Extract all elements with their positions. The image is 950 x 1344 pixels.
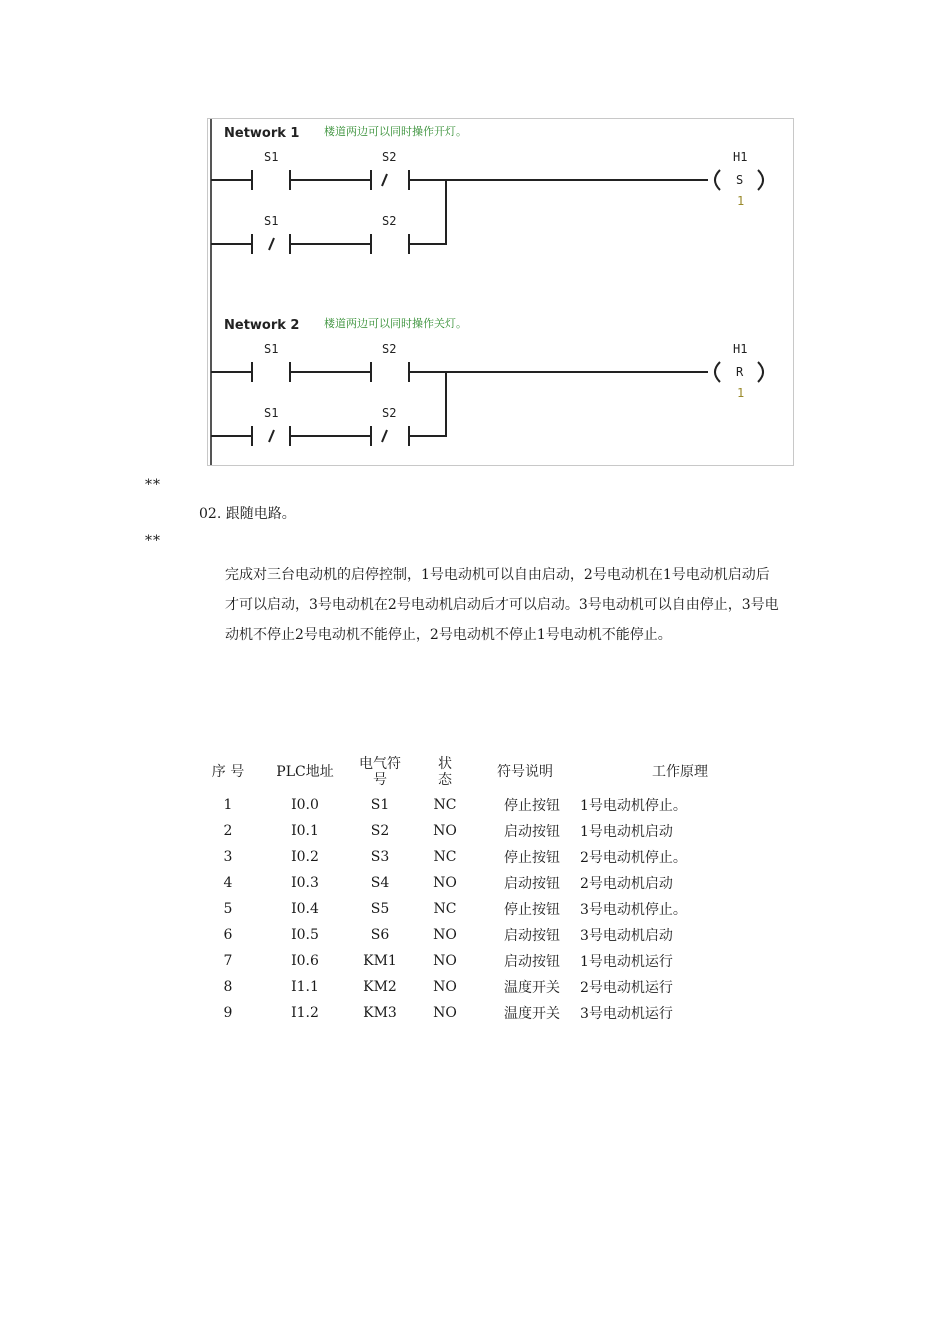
cell-func: 2号电动机停止。 (580, 850, 687, 866)
n1-r2-c1-label: S1 (264, 214, 279, 228)
n2-coil-op: R (736, 365, 744, 379)
cell-func: 1号电动机运行 (580, 954, 673, 970)
ladder-diagram (207, 118, 794, 466)
table-row (196, 948, 790, 974)
header-addr: PLC地址 (276, 764, 334, 780)
header-seq: 序 号 (211, 764, 245, 780)
marker-2: ** (145, 533, 161, 549)
cell-addr: I0.2 (291, 849, 319, 865)
table-row (196, 1000, 790, 1026)
cell-sym: S4 (370, 875, 390, 891)
n2-r2-c1-label: S1 (264, 406, 279, 420)
n2-coil-n: 1 (737, 386, 745, 400)
table-row (196, 818, 790, 844)
cell-sym: KM3 (363, 1005, 397, 1021)
n2-r1-c2-label: S2 (382, 342, 397, 356)
n2-coil-name: H1 (733, 342, 748, 356)
table-row (196, 896, 790, 922)
table-row (196, 844, 790, 870)
cell-sym: S3 (370, 849, 390, 865)
cell-func: 2号电动机运行 (580, 980, 673, 996)
cell-seq: 2 (223, 823, 233, 839)
cell-state: NC (433, 901, 457, 917)
n1-coil-name: H1 (733, 150, 748, 164)
cell-state: NO (433, 1005, 457, 1021)
cell-addr: I0.4 (291, 901, 319, 917)
cell-desc: 启动按钮 (504, 876, 560, 892)
cell-addr: I0.6 (291, 953, 319, 969)
ladder-svg (208, 119, 793, 465)
network-1-title: Network 1 (224, 126, 300, 141)
cell-desc: 温度开关 (504, 980, 560, 996)
cell-sym: S6 (370, 927, 390, 943)
cell-func: 3号电动机运行 (580, 1006, 673, 1022)
cell-desc: 启动按钮 (504, 824, 560, 840)
cell-desc: 停止按钮 (504, 798, 560, 814)
coil-reset (715, 362, 720, 382)
cell-state: NO (433, 953, 457, 969)
cell-sym: S1 (370, 797, 390, 813)
cell-addr: I0.3 (291, 875, 319, 891)
n1-r1-c1-label: S1 (264, 150, 279, 164)
n1-coil-n: 1 (737, 194, 745, 208)
network-2-comment: 楼道两边可以同时操作关灯。 (324, 317, 467, 330)
section-paragraph: 完成对三台电动机的启停控制，1号电动机可以自由启动，2号电动机在1号电动机启动后才可以启动，3号电动机在2号电动机启动后才可以启动。3号电动机可以自由停止，3号电动机不停止2号电动机不能停止，2号电动机不停止1号电动机不能停止。 (225, 567, 779, 643)
header-func: 工作原理 (652, 764, 708, 780)
cell-sym: KM2 (363, 979, 397, 995)
cell-seq: 9 (223, 1005, 233, 1021)
n1-coil-op: S (736, 173, 744, 187)
cell-sym: KM1 (363, 953, 397, 969)
table-row (196, 974, 790, 1000)
cell-addr: I0.5 (291, 927, 319, 943)
cell-seq: 3 (223, 849, 233, 865)
cell-func: 3号电动机停止。 (580, 902, 687, 918)
cell-desc: 启动按钮 (504, 954, 560, 970)
header-desc: 符号说明 (497, 764, 553, 780)
cell-desc: 启动按钮 (504, 928, 560, 944)
header-sym: 电气符 号 (359, 756, 401, 788)
cell-addr: I0.0 (291, 797, 319, 813)
cell-state: NO (433, 979, 457, 995)
cell-seq: 5 (223, 901, 233, 917)
cell-func: 1号电动机启动 (580, 824, 673, 840)
table-row (196, 870, 790, 896)
table-row (196, 792, 790, 818)
cell-seq: 8 (223, 979, 233, 995)
table-body (196, 792, 790, 1026)
n1-r1-c2-label: S2 (382, 150, 397, 164)
cell-desc: 停止按钮 (504, 850, 560, 866)
coil-set (715, 170, 720, 190)
cell-addr: I0.1 (291, 823, 319, 839)
cell-seq: 7 (223, 953, 233, 969)
cell-state: NO (433, 875, 457, 891)
cell-desc: 温度开关 (504, 1006, 560, 1022)
cell-addr: I1.1 (291, 979, 319, 995)
network-2-title: Network 2 (224, 318, 300, 333)
cell-sym: S5 (370, 901, 390, 917)
cell-state: NO (433, 927, 457, 943)
cell-state: NC (433, 849, 457, 865)
cell-seq: 4 (223, 875, 233, 891)
n2-r2-c2-label: S2 (382, 406, 397, 420)
cell-state: NC (433, 797, 457, 813)
n2-r1-c1-label: S1 (264, 342, 279, 356)
cell-desc: 停止按钮 (504, 902, 560, 918)
table-row (196, 922, 790, 948)
table-header-row (196, 752, 790, 792)
section-title: 02. 跟随电路。 (199, 506, 296, 522)
header-state: 状 态 (438, 756, 452, 788)
cell-addr: I1.2 (291, 1005, 319, 1021)
cell-seq: 1 (223, 797, 233, 813)
cell-seq: 6 (223, 927, 233, 943)
network-1-comment: 楼道两边可以同时操作开灯。 (324, 125, 467, 138)
cell-func: 3号电动机启动 (580, 928, 673, 944)
marker-1: ** (145, 477, 161, 493)
cell-func: 1号电动机停止。 (580, 798, 687, 814)
io-table (196, 752, 790, 1026)
cell-state: NO (433, 823, 457, 839)
cell-sym: S2 (370, 823, 390, 839)
n1-r2-c2-label: S2 (382, 214, 397, 228)
cell-func: 2号电动机启动 (580, 876, 673, 892)
